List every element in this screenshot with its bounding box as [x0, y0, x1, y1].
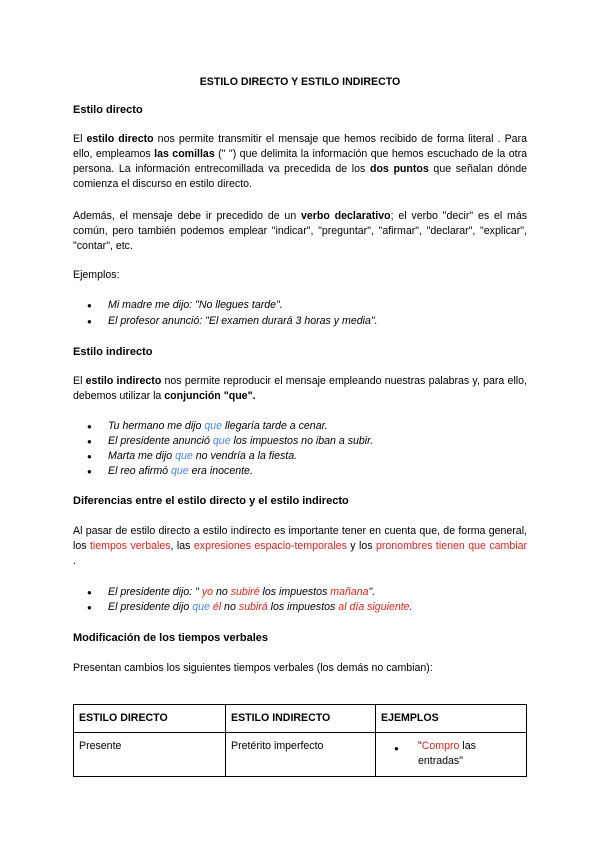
- heading-estilo-indirecto: Estilo indirecto: [73, 346, 153, 358]
- page-title: ESTILO DIRECTO Y ESTILO INDIRECTO: [199, 76, 401, 88]
- table-row: [74, 733, 527, 777]
- heading-estilo-directo: Estilo directo: [73, 104, 143, 116]
- table-header-cell: ESTILO DIRECTO: [74, 705, 226, 733]
- paragraph-diferencias: Al pasar de estilo directo a estilo indirecto es importante tener en cuenta que, de forma general, los tiempos verbales, las expresiones espacio-temporales y los pronombres tienen que cambiar .: [73, 525, 527, 567]
- tiempos-verbales-table: [73, 704, 527, 777]
- paragraph-estilo-directo: El estilo directo nos permite transmitir el mensaje que hemos recibido de forma literal . Para ello, empleamos las comillas (" ") que delimita la información que hemos escuchado de la otra persona. La información entrecomillada va precedida de los dos puntos que señalan dónde comienza el discurso en estilo directo.: [73, 133, 527, 190]
- heading-diferencias: Diferencias entre el estilo directo y el estilo indirecto: [73, 495, 349, 507]
- table-cell: Presente: [74, 733, 226, 777]
- table-cell: Pretérito imperfecto: [226, 733, 376, 777]
- paragraph-verbo-declarativo: Además, el mensaje debe ir precedido de un verbo declarativo; el verbo "decir" es el más común, pero también podemos emplear "indicar", "preguntar", "afirmar", "declarar", "explicar", "contar", etc.: [73, 210, 528, 252]
- table-cell-example: ● "Compro las entradas": [376, 733, 527, 777]
- paragraph-estilo-indirecto: El estilo indirecto nos permite reproducir el mensaje empleando nuestras palabras y, para ello, debemos utilizar la conjunción "que".: [73, 375, 527, 402]
- examples-label: Ejemplos:: [73, 269, 120, 281]
- table-header-row: [74, 705, 527, 733]
- table-header-cell: EJEMPLOS: [376, 705, 527, 733]
- heading-modificacion: Modificación de los tiempos verbales: [73, 632, 268, 644]
- paragraph-modificacion: Presentan cambios los siguientes tiempos verbales (los demás no cambian):: [73, 662, 433, 674]
- table-header-cell: ESTILO INDIRECTO: [226, 705, 376, 733]
